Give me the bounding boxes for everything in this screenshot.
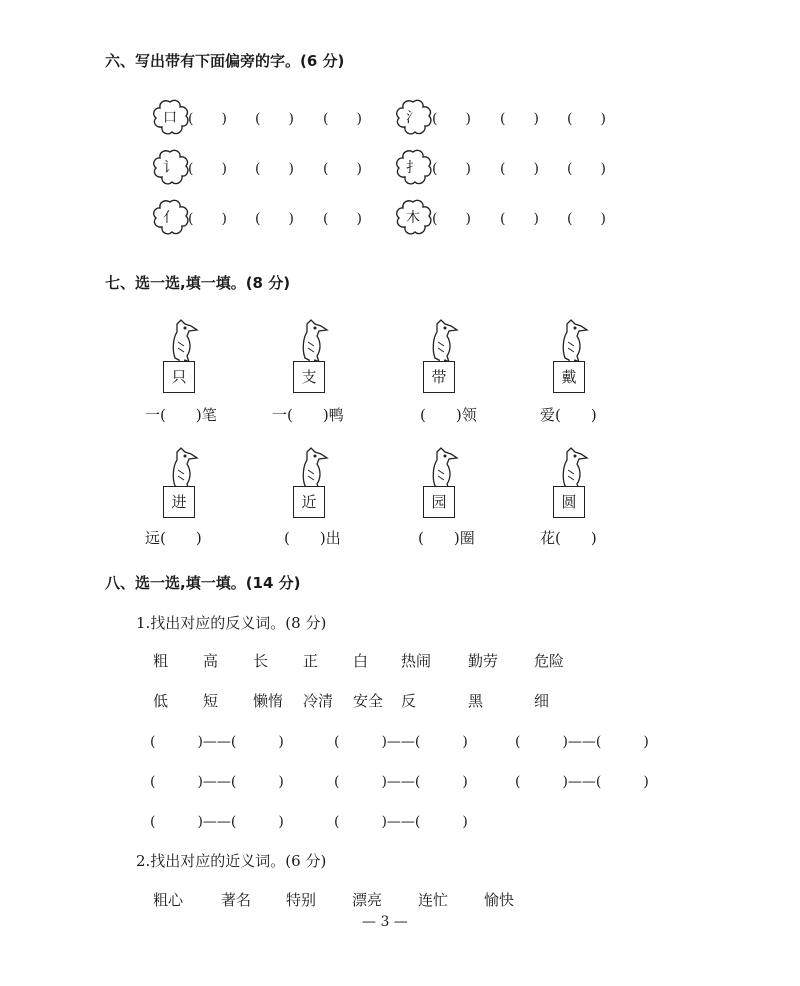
choice-char-box: 近: [293, 486, 325, 518]
word-option: 粗: [153, 652, 169, 670]
radical-flower: [393, 98, 433, 138]
word-option: 冷清: [303, 692, 334, 710]
radical-flower: [150, 148, 190, 188]
word-option: 高: [203, 652, 219, 670]
radical-char: 扌: [406, 160, 420, 176]
radical-flower: [150, 198, 190, 238]
antonym-pair-blank: ( )——( ): [150, 814, 284, 830]
fill-phrase: 远( ): [145, 529, 202, 547]
word-option: 反: [401, 692, 417, 710]
synonym-title: 2.找出对应的近义词。(6 分): [136, 852, 327, 870]
antonym-pair-blank: ( )——( ): [150, 734, 284, 750]
word-option: 著名: [221, 891, 252, 909]
word-option: 懒惰: [253, 692, 284, 710]
radical-flower: [150, 98, 190, 138]
choice-char-box: 戴: [553, 361, 585, 393]
section7-title: 七、选一选,填一填。(8 分): [105, 274, 291, 292]
antonym-pair-blank: ( )——( ): [334, 814, 468, 830]
radical-char: 亻: [163, 210, 177, 226]
fill-phrase: ( )领: [420, 406, 477, 424]
word-option: 黑: [468, 692, 484, 710]
word-option: 粗心: [153, 891, 184, 909]
antonym-pair-blank: ( )——( ): [334, 734, 468, 750]
word-option: 细: [534, 692, 550, 710]
antonym-pair-blank: ( )——( ): [515, 734, 649, 750]
word-option: 短: [203, 692, 219, 710]
answer-blank: ( ): [255, 111, 294, 127]
answer-blank: ( ): [323, 211, 362, 227]
radical-char: 氵: [406, 110, 420, 126]
answer-blank: ( ): [500, 161, 539, 177]
fill-phrase: 花( ): [540, 529, 597, 547]
section8-title: 八、选一选,填一填。(14 分): [105, 574, 301, 592]
answer-blank: ( ): [323, 111, 362, 127]
answer-blank: ( ): [500, 111, 539, 127]
choice-char-box: 支: [293, 361, 325, 393]
word-option: 正: [303, 652, 319, 670]
choice-char-box: 带: [423, 361, 455, 393]
choice-char-box: 圆: [553, 486, 585, 518]
word-option: 白: [353, 652, 369, 670]
fill-phrase: ( )圈: [418, 529, 475, 547]
section6-title: 六、写出带有下面偏旁的字。(6 分): [105, 52, 345, 70]
word-option: 愉快: [484, 891, 515, 909]
antonym-pair-blank: ( )——( ): [515, 774, 649, 790]
answer-blank: ( ): [500, 211, 539, 227]
choice-char-box: 只: [163, 361, 195, 393]
fill-phrase: ( )出: [284, 529, 341, 547]
word-option: 热闹: [401, 652, 432, 670]
choice-char-box: 进: [163, 486, 195, 518]
answer-blank: ( ): [188, 161, 227, 177]
answer-blank: ( ): [188, 111, 227, 127]
word-option: 漂亮: [352, 891, 383, 909]
fill-phrase: 一( )笔: [145, 406, 217, 424]
radical-flower: [393, 198, 433, 238]
word-option: 长: [253, 652, 269, 670]
antonym-pair-blank: ( )——( ): [334, 774, 468, 790]
antonym-pair-blank: ( )——( ): [150, 774, 284, 790]
word-option: 危险: [534, 652, 565, 670]
word-option: 低: [153, 692, 169, 710]
answer-blank: ( ): [432, 161, 471, 177]
page-number: — 3 —: [362, 914, 408, 930]
word-option: 特别: [286, 891, 317, 909]
answer-blank: ( ): [255, 211, 294, 227]
word-option: 勤劳: [468, 652, 499, 670]
answer-blank: ( ): [432, 111, 471, 127]
choice-char-box: 园: [423, 486, 455, 518]
answer-blank: ( ): [432, 211, 471, 227]
radical-char: 口: [163, 110, 177, 126]
answer-blank: ( ): [567, 111, 606, 127]
word-option: 安全: [353, 692, 384, 710]
antonym-title: 1.找出对应的反义词。(8 分): [136, 614, 327, 632]
radical-char: 木: [406, 210, 420, 226]
fill-phrase: 一( )鸭: [272, 406, 344, 424]
answer-blank: ( ): [255, 161, 294, 177]
radical-char: 讠: [163, 160, 177, 176]
fill-phrase: 爱( ): [540, 406, 597, 424]
answer-blank: ( ): [567, 161, 606, 177]
word-option: 连忙: [418, 891, 449, 909]
answer-blank: ( ): [188, 211, 227, 227]
radical-flower: [393, 148, 433, 188]
answer-blank: ( ): [567, 211, 606, 227]
answer-blank: ( ): [323, 161, 362, 177]
